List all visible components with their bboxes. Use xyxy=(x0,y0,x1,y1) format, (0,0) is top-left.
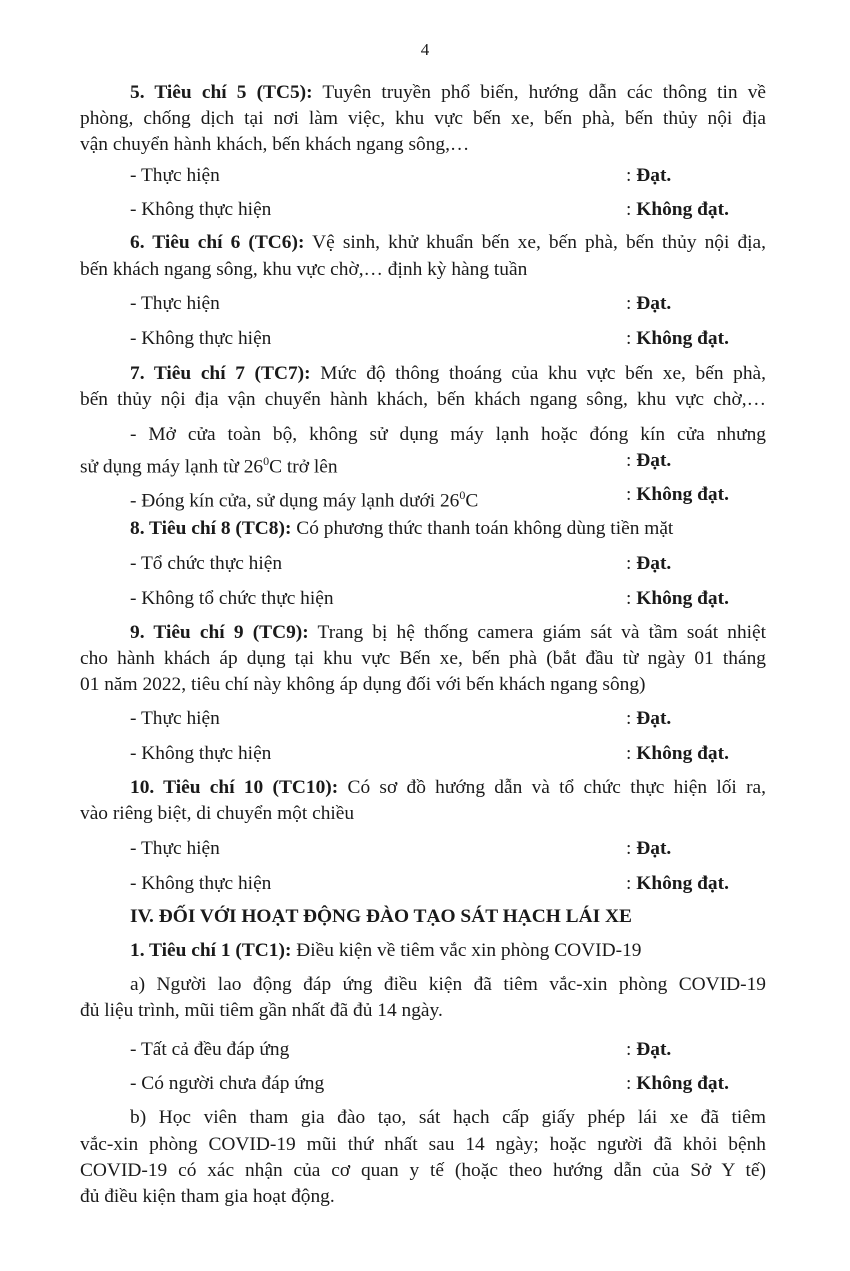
tc7-heading: 7. Tiêu chí 7 (TC7): xyxy=(130,363,311,384)
section-4-option-2: - Có người chưa đáp ứng xyxy=(130,1073,325,1094)
tc5-heading: 5. Tiêu chí 5 (TC5): xyxy=(130,82,313,103)
tc6-line-2: bến khách ngang sông, khu vực chờ,… định kỳ hàng tuần xyxy=(80,259,528,280)
section-4-result-1: : Đạt. xyxy=(626,1039,672,1060)
tc6-line-1: 6. Tiêu chí 6 (TC6): Vệ sinh, khử khuẩn bến xe, bến phà, bến thủy nội địa, xyxy=(130,232,767,253)
tc5-option-1: - Thực hiện xyxy=(130,165,220,186)
tc10-line-1: 10. Tiêu chí 10 (TC10): Có sơ đồ hướng dẫn và tổ chức thực hiện lối ra, xyxy=(130,777,766,798)
tc8-line-1: 8. Tiêu chí 8 (TC8): Có phương thức thanh toán không dùng tiền mặt xyxy=(130,518,674,539)
tc10-option-1: - Thực hiện xyxy=(130,838,220,859)
tc6-result-2: : Không đạt. xyxy=(626,328,729,349)
tc7-result-1: : Đạt. xyxy=(626,450,672,471)
section-4-a-line-1: a) Người lao động đáp ứng điều kiện đã tiêm vắc-xin phòng COVID-19 xyxy=(130,974,766,995)
tc8-result-1: : Đạt. xyxy=(626,553,672,574)
tc5-option-2: - Không thực hiện xyxy=(130,199,272,220)
tc10-line-2: vào riêng biệt, di chuyển một chiều xyxy=(80,803,355,824)
tc8-option-1: - Tổ chức thực hiện xyxy=(130,553,283,574)
tc9-line-3: 01 năm 2022, tiêu chí này không áp dụng đối với bến khách ngang sông) xyxy=(80,674,646,695)
tc8-heading: 8. Tiêu chí 8 (TC8): xyxy=(130,518,292,539)
tc6-heading: 6. Tiêu chí 6 (TC6): xyxy=(130,232,305,253)
tc9-option-2: - Không thực hiện xyxy=(130,743,272,764)
tc7-option-2: - Đóng kín cửa, sử dụng máy lạnh dưới $26^0C$ xyxy=(130,488,479,512)
tc10-result-2: : Không đạt. xyxy=(626,873,729,894)
tc9-line-1: 9. Tiêu chí 9 (TC9): Trang bị hệ thống camera giám sát và tầm soát nhiệt xyxy=(130,622,767,643)
tc7-line-1: 7. Tiêu chí 7 (TC7): Mức độ thông thoáng của khu vực bến xe, bến phà, xyxy=(130,363,766,384)
section-4-b-line-1: b) Học viên tham gia đào tạo, sát hạch cấp giấy phép lái xe đã tiêm xyxy=(130,1107,766,1128)
tc7-option-1a: - Mở cửa toàn bộ, không sử dụng máy lạnh hoặc đóng kín cửa nhưng xyxy=(130,424,766,445)
tc5-text-1: Tuyên truyền phổ biến, hướng dẫn các thông tin về xyxy=(322,82,767,103)
tc5-line-2: phòng, chống dịch tại nơi làm việc, khu vực bến xe, bến phà, bến thủy nội địa xyxy=(80,108,766,129)
tc5-result-1: : Đạt. xyxy=(626,165,672,186)
tc7-line-2: bến thủy nội địa vận chuyển hành khách, bến khách ngang sông, khu vực chờ,… xyxy=(80,389,766,410)
section-4-b-line-4: đủ điều kiện tham gia hoạt động. xyxy=(80,1186,335,1207)
tc9-result-1: : Đạt. xyxy=(626,708,672,729)
section-4-b-line-3: COVID-19 có xác nhận của cơ quan y tế (hoặc theo hướng dẫn của Sở Y tế) xyxy=(80,1160,766,1181)
tc9-heading: 9. Tiêu chí 9 (TC9): xyxy=(130,622,309,643)
section-4-tc1-heading: 1. Tiêu chí 1 (TC1): xyxy=(130,940,292,961)
section-4-option-1: - Tất cả đều đáp ứng xyxy=(130,1039,290,1060)
tc9-option-1: - Thực hiện xyxy=(130,708,220,729)
tc6-option-2: - Không thực hiện xyxy=(130,328,272,349)
section-4-result-2: : Không đạt. xyxy=(626,1073,729,1094)
tc6-result-1: : Đạt. xyxy=(626,293,672,314)
tc5-result-2: : Không đạt. xyxy=(626,199,729,220)
tc6-option-1: - Thực hiện xyxy=(130,293,220,314)
section-4-a-line-2: đủ liệu trình, mũi tiêm gần nhất đã đủ 14 ngày. xyxy=(80,1000,443,1021)
tc9-line-2: cho hành khách áp dụng tại khu vực Bến xe, bến phà (bắt đầu từ ngày 01 tháng xyxy=(80,648,766,669)
tc9-result-2: : Không đạt. xyxy=(626,743,729,764)
tc5-line-1 xyxy=(130,82,766,104)
tc10-result-1: : Đạt. xyxy=(626,838,672,859)
tc7-option-1b: sử dụng máy lạnh từ $26^0C$ trở lên xyxy=(80,454,338,478)
tc10-option-2: - Không thực hiện xyxy=(130,873,272,894)
section-4-tc1: 1. Tiêu chí 1 (TC1): Điều kiện về tiêm vắc xin phòng COVID-19 xyxy=(130,940,642,961)
page-number: 4 xyxy=(420,40,430,59)
section-4-b-line-2: vắc-xin phòng COVID-19 mũi thứ nhất sau 14 ngày; hoặc người đã khỏi bệnh xyxy=(80,1134,766,1155)
tc7-result-2: : Không đạt. xyxy=(626,484,729,505)
tc8-option-2: - Không tổ chức thực hiện xyxy=(130,588,334,609)
tc10-heading: 10. Tiêu chí 10 (TC10): xyxy=(130,777,339,798)
section-4-title: IV. ĐỐI VỚI HOẠT ĐỘNG ĐÀO TẠO SÁT HẠCH LÁI XE xyxy=(130,906,632,927)
tc8-result-2: : Không đạt. xyxy=(626,588,729,609)
tc5-line-3: vận chuyển hành khách, bến khách ngang sông,… xyxy=(80,134,470,155)
